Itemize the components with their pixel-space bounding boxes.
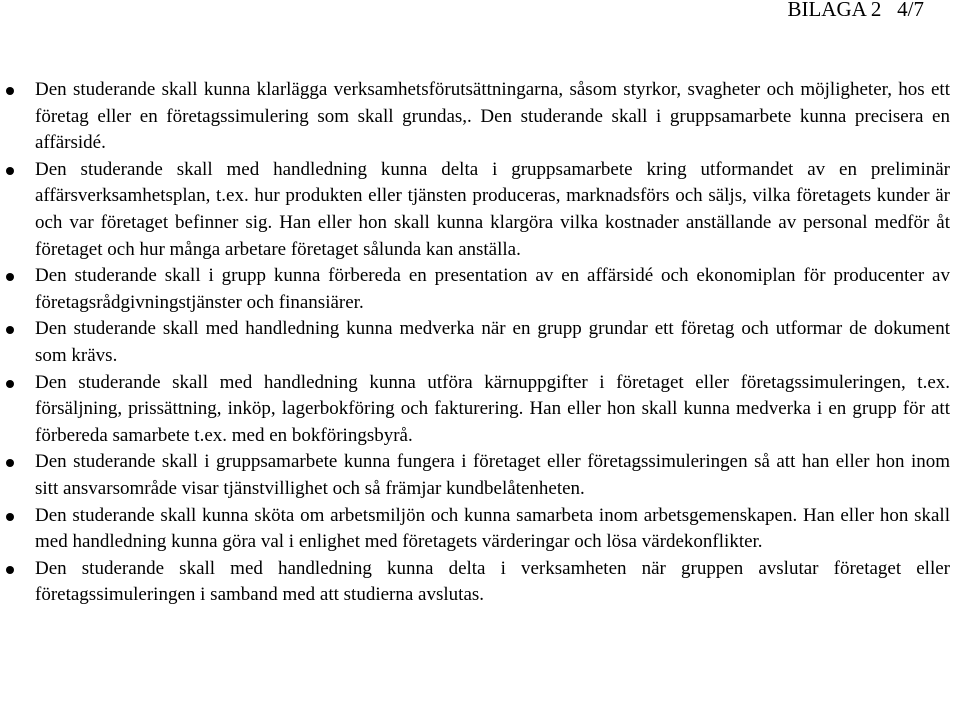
bullet-item [0, 77, 960, 157]
appendix-label: BILAGA 2 [787, 0, 882, 21]
bullet-item [0, 157, 960, 263]
bullet-item [0, 556, 960, 609]
bullet-icon [6, 380, 14, 388]
bullet-icon [6, 87, 14, 95]
bullet-text: Den studerande skall med handledning kunna delta i gruppsamarbete kring utformandet av en preliminär affärsverksamhetsplan, t.ex. hur produkten eller tjänsten produceras, marknadsförs och säljs, vilka företagets kunder är och var företaget befinner sig. Han eller hon skall kunna klargöra vilka kostnader anställande av personal medför åt företaget och hur många arbetare företaget sålunda kan anställa. [35, 158, 950, 260]
bullet-item [0, 449, 960, 502]
bullet-item [0, 316, 960, 369]
bullet-text: Den studerande skall med handledning kunna medverka när en grupp grundar ett företag och utformar de dokument som krävs. [35, 318, 950, 366]
bullet-icon [6, 167, 14, 175]
bullet-item [0, 370, 960, 450]
bullet-icon [6, 566, 14, 574]
bullet-text: Den studerande skall i gruppsamarbete kunna fungera i företaget eller företagssimuleringen så att han eller hon inom sitt ansvarsområde visar tjänstvillighet och så främjar kundbelåtenheten. [35, 451, 950, 499]
bullet-icon [6, 459, 14, 467]
page-number: 4/7 [897, 0, 924, 21]
bullet-text: Den studerande skall kunna sköta om arbetsmiljön och kunna samarbeta inom arbetsgemenskapen. Han eller hon skall med handledning kunna göra val i enlighet med företagets värderingar och lösa värdekonflikter. [35, 504, 950, 553]
bullet-icon [6, 273, 14, 281]
bullet-icon [6, 326, 14, 334]
bullet-list [0, 77, 960, 609]
bullet-text: Den studerande skall i grupp kunna förbereda en presentation av en affärsidé och ekonomiplan för producenter av företagsrådgivningstjänster och finansiärer. [35, 265, 950, 313]
bullet-text: Den studerande skall kunna klarlägga verksamhetsförutsättningarna, såsom styrkor, svagheter och möjligheter, hos ett företag eller en företagssimulering som skall grundas,. Den studerande skall i gruppsamarbete kunna precisera en affärsidé. [35, 79, 950, 154]
page-header [787, 0, 924, 24]
bullet-text: Den studerande skall med handledning kunna delta i verksamheten när gruppen avslutar företaget eller företagssimuleringen i samband med att studierna avslutas. [35, 557, 950, 606]
bullet-item [0, 263, 960, 316]
bullet-icon [6, 513, 14, 521]
bullet-text: Den studerande skall med handledning kunna utföra kärnuppgifter i företaget eller företagssimuleringen, t.ex. försäljning, prissättning, inköp, lagerbokföring och fakturering. Han eller hon skall kunna medverka i en grupp för att förbereda samarbete t.ex. med en bokföringsbyrå. [35, 371, 950, 446]
bullet-item [0, 503, 960, 556]
